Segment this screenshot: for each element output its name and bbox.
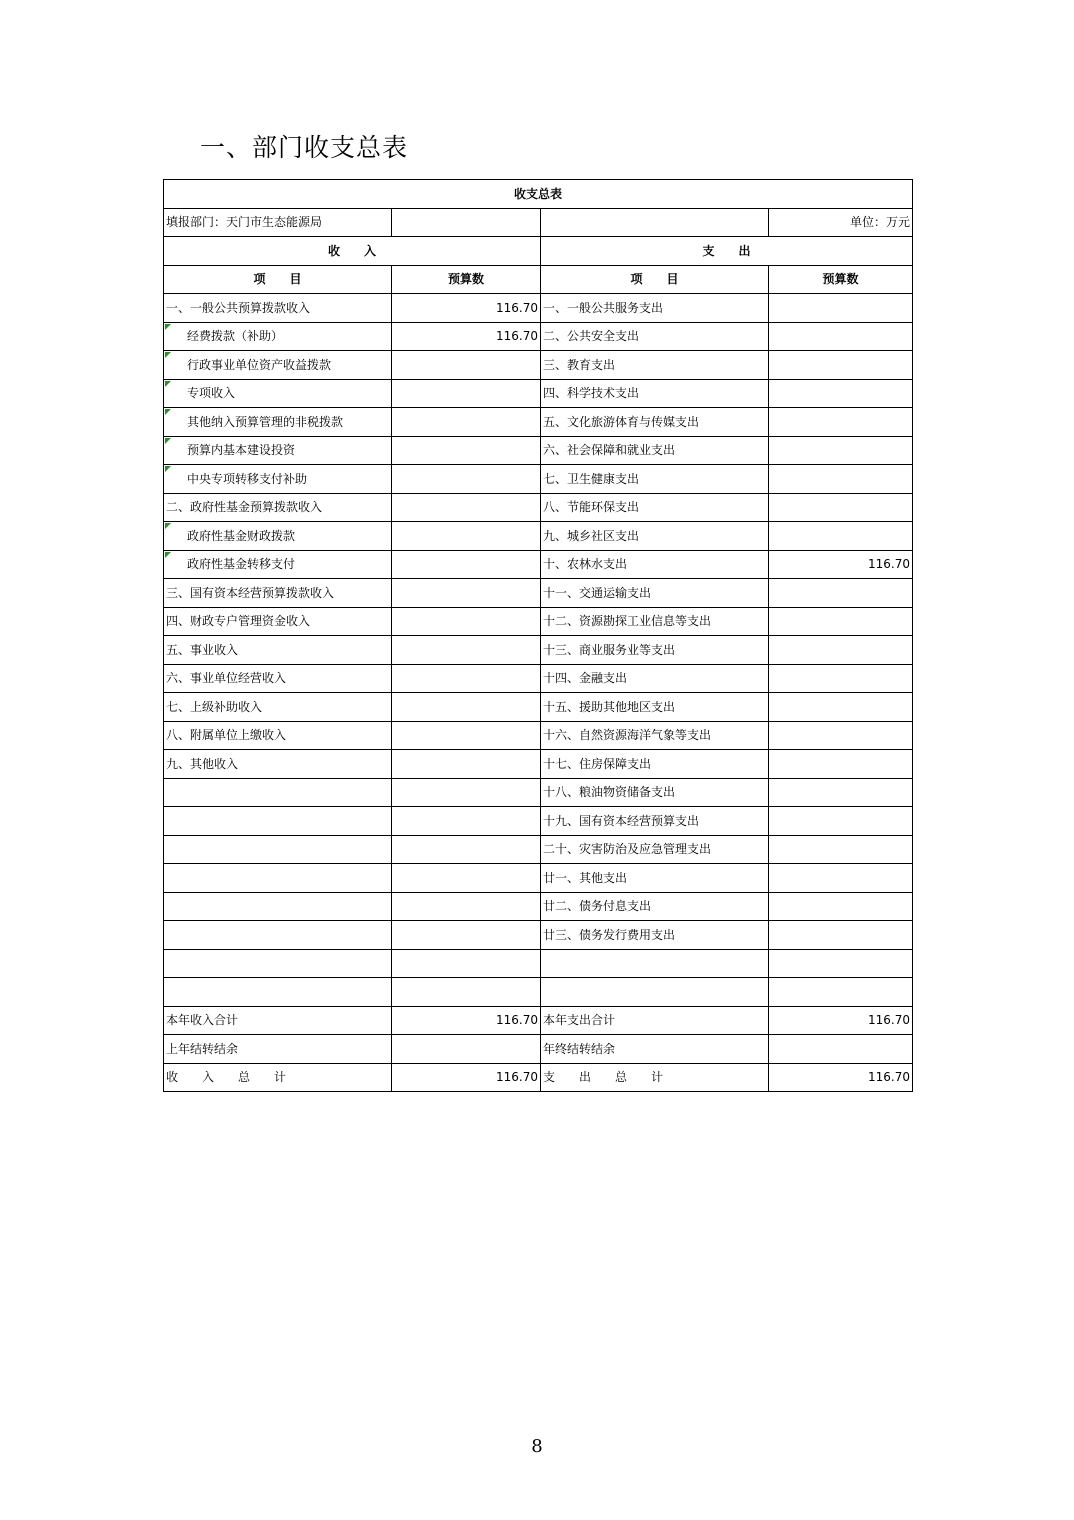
income-item-cell: 四、财政专户管理资金收入 xyxy=(164,607,392,636)
income-budget-cell xyxy=(392,607,541,636)
income-item-cell xyxy=(164,835,392,864)
expense-item-cell: 支 出 总 计 xyxy=(541,1063,769,1092)
expense-item-cell: 九、城乡社区支出 xyxy=(541,522,769,551)
meta-blank-cell xyxy=(541,208,769,237)
expense-item-cell: 十二、资源勘探工业信息等支出 xyxy=(541,607,769,636)
income-budget-cell xyxy=(392,636,541,665)
table-row xyxy=(164,636,913,665)
expense-item-cell: 十七、住房保障支出 xyxy=(541,750,769,779)
income-item-cell: 本年收入合计 xyxy=(164,1006,392,1035)
income-item-cell: 经费拨款（补助） xyxy=(164,322,392,351)
income-item-cell: 行政事业单位资产收益拨款 xyxy=(164,351,392,380)
income-item-cell: 其他纳入预算管理的非税拨款 xyxy=(164,408,392,437)
table-row xyxy=(164,835,913,864)
expense-item-cell: 二、公共安全支出 xyxy=(541,322,769,351)
expense-item-cell: 八、节能环保支出 xyxy=(541,493,769,522)
expense-budget-cell xyxy=(769,721,913,750)
income-budget-cell xyxy=(392,864,541,893)
table-row xyxy=(164,436,913,465)
table-row xyxy=(164,322,913,351)
income-item-cell xyxy=(164,949,392,978)
income-item-cell: 五、事业收入 xyxy=(164,636,392,665)
income-budget-cell xyxy=(392,550,541,579)
expense-item-cell: 七、卫生健康支出 xyxy=(541,465,769,494)
income-item-cell: 三、国有资本经营预算拨款收入 xyxy=(164,579,392,608)
income-budget-cell xyxy=(392,778,541,807)
expense-budget-cell xyxy=(769,607,913,636)
department-label: 填报部门：天门市生态能源局 xyxy=(164,208,392,237)
expense-budget-cell xyxy=(769,949,913,978)
income-budget-cell xyxy=(392,693,541,722)
table-row xyxy=(164,294,913,323)
expense-item-cell: 十六、自然资源海洋气象等支出 xyxy=(541,721,769,750)
table-row xyxy=(164,522,913,551)
table-title-row xyxy=(164,180,913,209)
expense-group-header: 支 出 xyxy=(541,237,913,266)
expense-budget-cell xyxy=(769,408,913,437)
table-row xyxy=(164,864,913,893)
income-budget-cell xyxy=(392,408,541,437)
income-budget-cell xyxy=(392,949,541,978)
income-item-cell xyxy=(164,807,392,836)
expense-budget-cell xyxy=(769,864,913,893)
expense-item-cell: 四、科学技术支出 xyxy=(541,379,769,408)
table-row xyxy=(164,550,913,579)
expense-budget-cell xyxy=(769,693,913,722)
expense-budget-cell: 116.70 xyxy=(769,1063,913,1092)
income-item-cell: 九、其他收入 xyxy=(164,750,392,779)
column-header-row xyxy=(164,265,913,294)
expense-item-cell: 年终结转结余 xyxy=(541,1035,769,1064)
expense-item-cell: 十四、金融支出 xyxy=(541,664,769,693)
expense-budget-cell xyxy=(769,835,913,864)
income-budget-cell xyxy=(392,522,541,551)
income-budget-cell xyxy=(392,1035,541,1064)
expense-budget-cell: 116.70 xyxy=(769,550,913,579)
unit-label: 单位：万元 xyxy=(769,208,913,237)
table-row xyxy=(164,607,913,636)
expense-item-cell xyxy=(541,978,769,1007)
income-budget-cell xyxy=(392,721,541,750)
expense-budget-cell xyxy=(769,465,913,494)
income-item-cell: 六、事业单位经营收入 xyxy=(164,664,392,693)
expense-item-cell: 廿三、债务发行费用支出 xyxy=(541,921,769,950)
expense-item-cell: 十、农林水支出 xyxy=(541,550,769,579)
income-group-header: 收 入 xyxy=(164,237,541,266)
expense-item-cell: 二十、灾害防治及应急管理支出 xyxy=(541,835,769,864)
income-item-cell: 政府性基金财政拨款 xyxy=(164,522,392,551)
income-item-cell: 政府性基金转移支付 xyxy=(164,550,392,579)
expense-budget-cell xyxy=(769,351,913,380)
income-budget-cell: 116.70 xyxy=(392,1006,541,1035)
table-row xyxy=(164,750,913,779)
expense-item-cell: 十九、国有资本经营预算支出 xyxy=(541,807,769,836)
income-item-cell: 八、附属单位上缴收入 xyxy=(164,721,392,750)
table-row xyxy=(164,465,913,494)
table-row xyxy=(164,921,913,950)
expense-budget-cell xyxy=(769,493,913,522)
expense-budget-cell xyxy=(769,294,913,323)
table-row xyxy=(164,379,913,408)
table-row xyxy=(164,949,913,978)
expense-item-cell: 本年支出合计 xyxy=(541,1006,769,1035)
table-row xyxy=(164,579,913,608)
expense-budget-cell xyxy=(769,892,913,921)
table-row xyxy=(164,1006,913,1035)
income-item-cell: 预算内基本建设投资 xyxy=(164,436,392,465)
expense-budget-cell xyxy=(769,322,913,351)
expense-budget-cell xyxy=(769,664,913,693)
income-item-header: 项 目 xyxy=(164,265,392,294)
table-row xyxy=(164,807,913,836)
income-budget-cell xyxy=(392,664,541,693)
income-item-cell: 二、政府性基金预算拨款收入 xyxy=(164,493,392,522)
table-row xyxy=(164,721,913,750)
expense-budget-cell xyxy=(769,778,913,807)
expense-budget-cell xyxy=(769,379,913,408)
income-budget-cell xyxy=(392,921,541,950)
income-budget-cell xyxy=(392,978,541,1007)
income-budget-cell xyxy=(392,465,541,494)
table-row xyxy=(164,693,913,722)
page-number: 8 xyxy=(531,1436,543,1457)
meta-blank-cell xyxy=(392,208,541,237)
table-row xyxy=(164,1035,913,1064)
income-item-cell xyxy=(164,892,392,921)
income-budget-cell xyxy=(392,379,541,408)
section-heading: 一、部门收支总表 xyxy=(200,133,409,162)
expense-item-cell: 一、一般公共服务支出 xyxy=(541,294,769,323)
income-budget-cell: 116.70 xyxy=(392,322,541,351)
expense-item-cell: 五、文化旅游体育与传媒支出 xyxy=(541,408,769,437)
income-budget-cell: 116.70 xyxy=(392,294,541,323)
expense-item-cell: 十三、商业服务业等支出 xyxy=(541,636,769,665)
expense-budget-cell: 116.70 xyxy=(769,1006,913,1035)
income-budget-cell xyxy=(392,493,541,522)
expense-item-cell: 十八、粮油物资储备支出 xyxy=(541,778,769,807)
table-row xyxy=(164,408,913,437)
expense-item-cell: 三、教育支出 xyxy=(541,351,769,380)
income-item-cell xyxy=(164,864,392,893)
income-item-cell: 上年结转结余 xyxy=(164,1035,392,1064)
income-item-cell xyxy=(164,978,392,1007)
income-item-cell: 收 入 总 计 xyxy=(164,1063,392,1092)
expense-budget-cell xyxy=(769,978,913,1007)
table-row xyxy=(164,1063,913,1092)
group-header-row xyxy=(164,237,913,266)
table-title: 收支总表 xyxy=(164,180,913,209)
income-budget-cell xyxy=(392,750,541,779)
expense-budget-header: 预算数 xyxy=(769,265,913,294)
budget-summary-table xyxy=(163,179,913,1092)
expense-budget-cell xyxy=(769,921,913,950)
table-row xyxy=(164,351,913,380)
expense-budget-cell xyxy=(769,750,913,779)
table-row xyxy=(164,493,913,522)
income-budget-header: 预算数 xyxy=(392,265,541,294)
expense-budget-cell xyxy=(769,436,913,465)
table-row xyxy=(164,664,913,693)
table-row xyxy=(164,778,913,807)
table-meta-row xyxy=(164,208,913,237)
expense-item-cell: 廿一、其他支出 xyxy=(541,864,769,893)
expense-item-header: 项 目 xyxy=(541,265,769,294)
expense-budget-cell xyxy=(769,522,913,551)
expense-item-cell: 廿二、债务付息支出 xyxy=(541,892,769,921)
income-budget-cell xyxy=(392,807,541,836)
income-budget-cell xyxy=(392,579,541,608)
expense-item-cell: 十五、援助其他地区支出 xyxy=(541,693,769,722)
table-row xyxy=(164,978,913,1007)
income-item-cell: 七、上级补助收入 xyxy=(164,693,392,722)
expense-item-cell xyxy=(541,949,769,978)
expense-budget-cell xyxy=(769,579,913,608)
income-budget-cell: 116.70 xyxy=(392,1063,541,1092)
expense-item-cell: 六、社会保障和就业支出 xyxy=(541,436,769,465)
income-item-cell xyxy=(164,921,392,950)
income-item-cell: 中央专项转移支付补助 xyxy=(164,465,392,494)
expense-budget-cell xyxy=(769,636,913,665)
income-budget-cell xyxy=(392,436,541,465)
income-budget-cell xyxy=(392,351,541,380)
income-item-cell: 专项收入 xyxy=(164,379,392,408)
income-budget-cell xyxy=(392,892,541,921)
expense-budget-cell xyxy=(769,807,913,836)
expense-item-cell: 十一、交通运输支出 xyxy=(541,579,769,608)
income-item-cell: 一、一般公共预算拨款收入 xyxy=(164,294,392,323)
income-item-cell xyxy=(164,778,392,807)
expense-budget-cell xyxy=(769,1035,913,1064)
income-budget-cell xyxy=(392,835,541,864)
table-row xyxy=(164,892,913,921)
